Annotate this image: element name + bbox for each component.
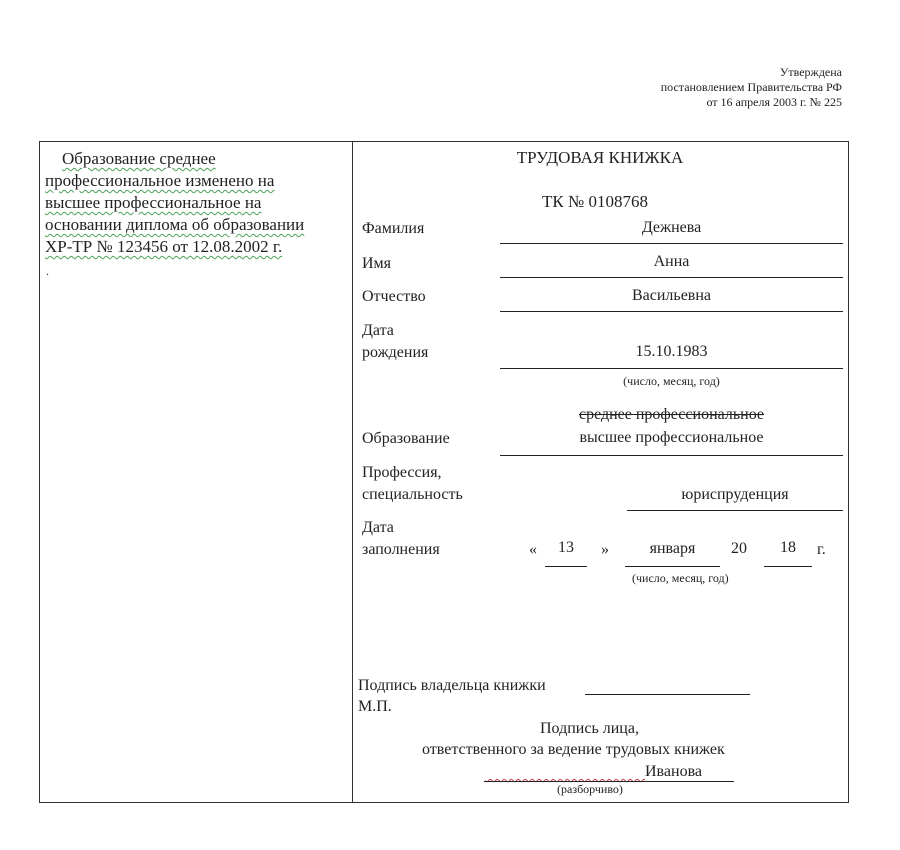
education-underline [500,455,843,456]
responsible-signature-line-2: ответственного за ведение трудовых книжек [422,741,725,758]
profession-value: юриспруденция [681,486,789,503]
fill-date-month: января [649,540,696,557]
note-line-2: профессиональное изменено на [45,171,275,190]
responsible-signature-line-1: Подпись лица, [540,720,639,737]
note-line-4: основании диплома об образовании [45,215,305,234]
fill-date-quote-close: » [601,541,609,558]
fill-date-quote-open: « [529,541,537,558]
form-divider [352,141,353,803]
surname-label: Фамилия [362,220,425,237]
approval-line-1: Утверждена [779,65,842,79]
name-label: Имя [362,255,392,272]
owner-signature-label: Подпись владельца книжки [358,677,546,694]
fill-date-century: 20 [731,540,747,557]
birth-date-value: 15.10.1983 [635,343,708,360]
patronymic-label: Отчество [362,288,426,305]
responsible-signature-hint: (разборчиво) [557,782,623,796]
fill-month-underline [625,566,720,567]
surname-underline [500,243,843,244]
owner-signature-line [585,694,750,695]
name-value: Анна [653,253,690,270]
fill-day-underline [545,566,587,567]
birth-label-line-1: Дата [362,322,394,339]
education-old-value: среднее профессиональное [578,406,765,423]
fill-date-year-suffix: г. [817,541,826,558]
note-line-5: ХР-ТР № 123456 от 12.08.2002 г. [45,237,283,256]
note-line-1: Образование среднее [62,149,216,168]
document-number: ТК № 0108768 [542,192,648,211]
fill-date-hint: (число, месяц, год) [632,571,729,585]
birth-label-line-2: рождения [362,344,429,361]
patronymic-value: Васильевна [631,287,712,304]
education-label: Образование [362,430,450,447]
profession-underline [627,510,843,511]
birth-date-hint: (число, месяц, год) [623,374,720,388]
birth-date-underline [500,368,843,369]
note-dot: . [46,264,49,278]
fill-date-label-line-2: заполнения [362,541,440,558]
approval-line-3: от 16 апреля 2003 г. № 225 [706,95,842,109]
responsible-name: Иванова [645,763,703,780]
left-page-note [45,148,345,258]
document-title: ТРУДОВАЯ КНИЖКА [516,148,684,167]
fill-year-underline [764,566,812,567]
note-line-3: высшее профессиональное на [45,193,262,212]
fill-date-year: 18 [780,539,796,556]
fill-date-label-line-1: Дата [362,519,394,536]
fill-date-day: 13 [558,539,574,556]
name-underline [500,277,843,278]
profession-label-line-2: специальность [362,486,463,503]
profession-label-line-1: Профессия, [362,464,442,481]
education-new-value: высшее профессиональное [579,429,764,446]
patronymic-underline [500,311,843,312]
approval-line-2: постановлением Правительства РФ [660,80,842,94]
surname-value: Дежнева [641,219,702,236]
responsible-signature-scribble: ​ [485,762,645,779]
stamp-place: М.П. [358,698,392,715]
